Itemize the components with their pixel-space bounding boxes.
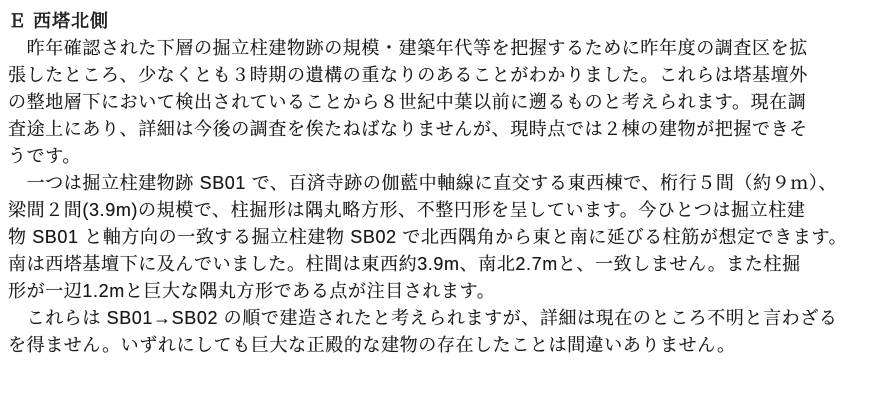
document-line: これらは SB01→SB02 の順で建造されたと考えられますが、詳細は現在のところ不明と言わざる: [8, 308, 838, 328]
document-line: 一つは掘立柱建物跡 SB01 で、百済寺跡の伽藍中軸線に直交する東西棟で、桁行５間（約９ｍ）、: [8, 173, 838, 193]
document-line: の整地層下において検出されていることから８世紀中葉以前に遡るものと考えられます。現在調: [8, 92, 807, 112]
document-text-block: [8, 8, 864, 359]
document-line: を得ません。いずれにしても巨大な正殿的な建物の存在したことは間違いありません。: [8, 335, 736, 355]
document-line: 物 SB01 と軸方向の一致する掘立柱建物 SB02 で北西隅角から東と南に延びる柱筋が想定できます。: [8, 227, 848, 247]
section-heading: Ｅ 西塔北側: [8, 11, 110, 31]
document-line: うです。: [8, 146, 81, 166]
document-line: 梁間２間(3.9m)の規模で、柱掘形は隅丸略方形、不整円形を呈しています。今ひとつは掘立柱建: [8, 200, 806, 220]
document-line: 形が一辺1.2mと巨大な隅丸方形である点が注目されます。: [8, 281, 496, 301]
document-line: 張したところ、少なくとも３時期の遺構の重なりのあることがわかりました。これらは塔基壇外: [8, 65, 808, 85]
document-line: 南は西塔基壇下に及んでいました。柱間は東西約3.9m、南北2.7mと、一致しません。また柱掘: [8, 254, 801, 274]
document-line: 昨年確認された下層の掘立柱建物跡の規模・建築年代等を把握するために昨年度の調査区を拡: [8, 38, 808, 58]
document-line: 査途上にあり、詳細は今後の調査を俟たねばなりませんが、現時点では２棟の建物が把握できそ: [8, 119, 808, 139]
